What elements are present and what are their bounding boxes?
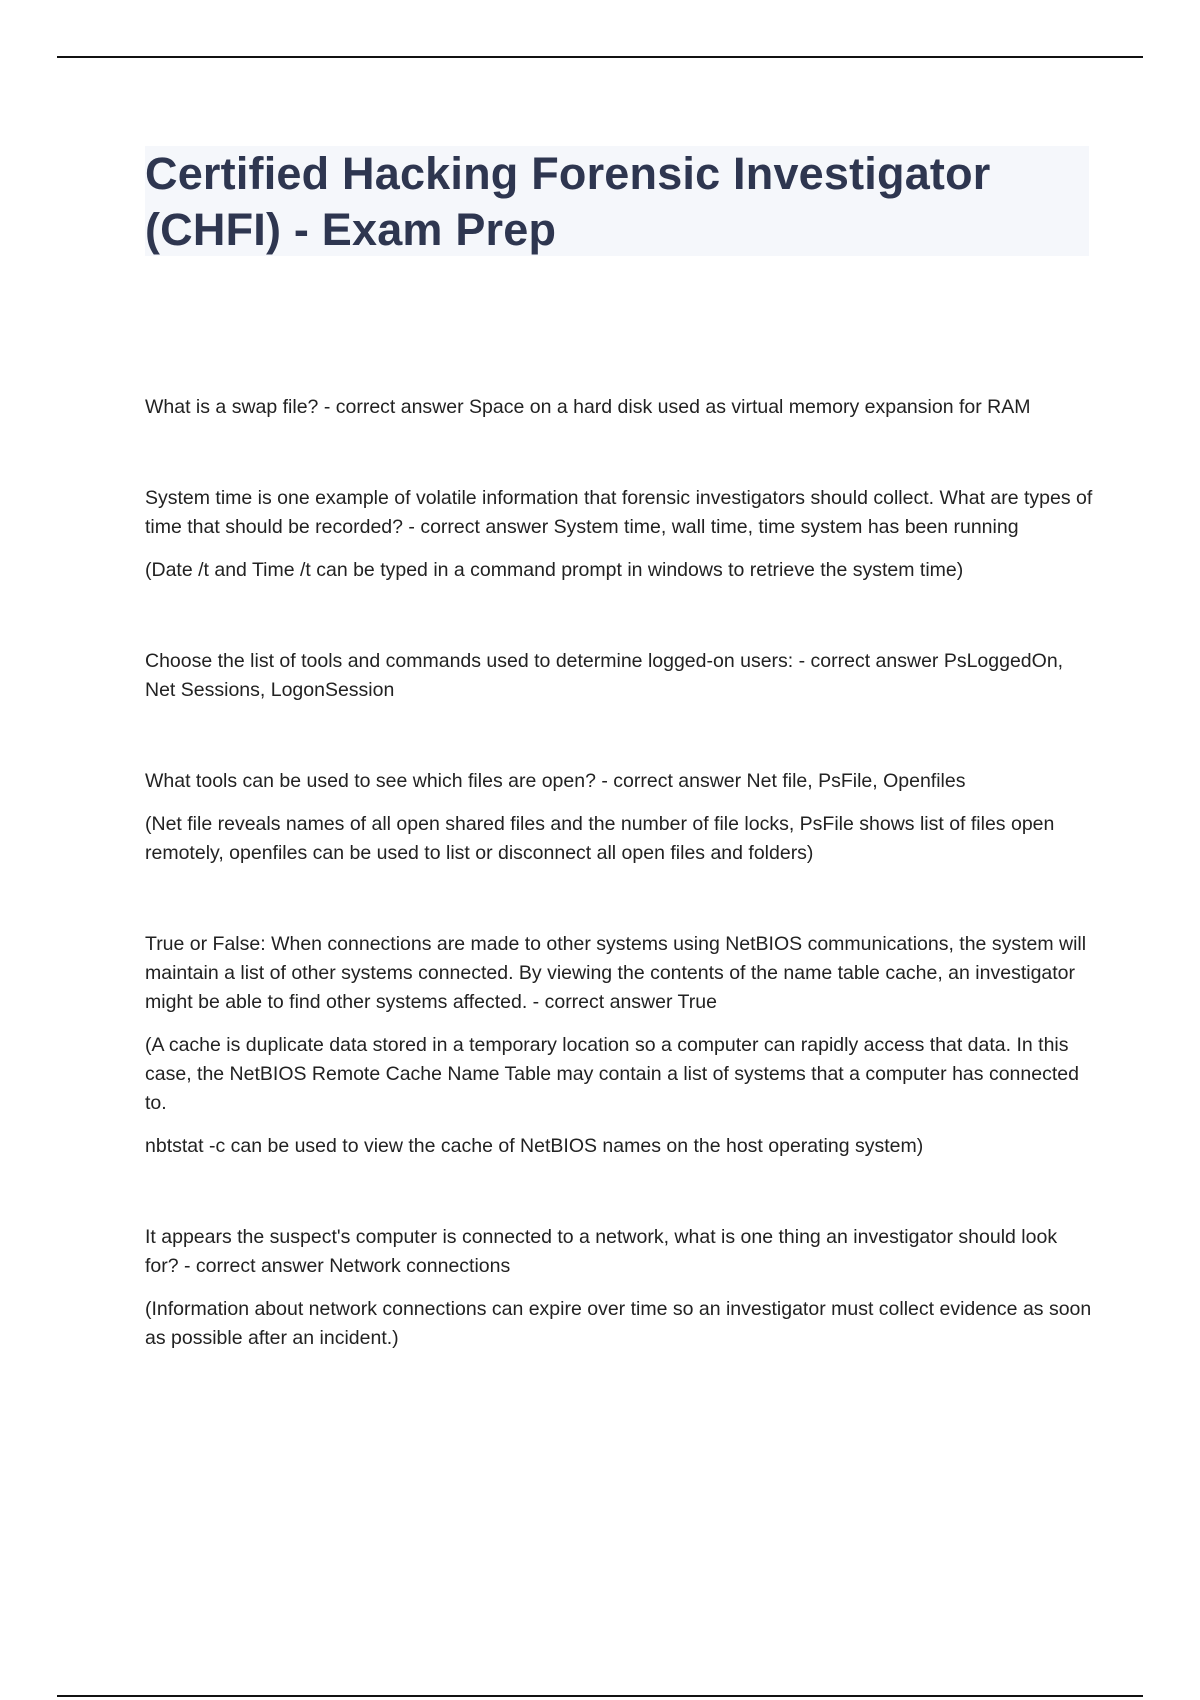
qa-note: (A cache is duplicate data stored in a temporary location so a computer can rapidly access that data. In this case, the NetBIOS Remote Cache Name Table may contain a list of systems that a computer has connected to. — [145, 1034, 1079, 1114]
qa-note: (Date /t and Time /t can be typed in a command prompt in windows to retrieve the system time) — [145, 559, 964, 581]
qa-question: It appears the suspect's computer is connected to a network, what is one thing an investigator should look for? - correct answer Network connections — [145, 1226, 1058, 1277]
qa-note: (Net file reveals names of all open shared files and the number of file locks, PsFile shows list of files open remotely, openfiles can be used to list or disconnect all open files and folders) — [145, 813, 1055, 864]
bottom-divider — [57, 1695, 1143, 1697]
qa-note: nbtstat -c can be used to view the cache of NetBIOS names on the host operating system) — [145, 1135, 924, 1157]
qa-item — [145, 930, 1095, 1161]
qa-item — [145, 1223, 1095, 1353]
qa-note: (Information about network connections can expire over time so an investigator must collect evidence as soon as possible after an incident.) — [145, 1298, 1092, 1349]
title-line-2: (CHFI) - Exam Prep — [145, 204, 557, 255]
qa-item — [145, 484, 1095, 585]
title-banner — [145, 146, 1089, 256]
page-title — [145, 146, 1089, 258]
qa-question: Choose the list of tools and commands used to determine logged-on users: - correct answer PsLoggedOn, Net Sessions, LogonSession — [145, 650, 1064, 701]
qa-item — [145, 393, 1095, 422]
qa-question: True or False: When connections are made to other systems using NetBIOS communications, the system will maintain a list of other systems connected. By viewing the contents of the name table cache, an investigator might be able to find other systems affected. - correct answer True — [145, 933, 1087, 1013]
title-line-1: Certified Hacking Forensic Investigator — [145, 148, 991, 199]
qa-question: System time is one example of volatile information that forensic investigators should collect. What are types of time that should be recorded? - correct answer System time, wall time, time system has been running — [145, 487, 1093, 538]
qa-question: What is a swap file? - correct answer Space on a hard disk used as virtual memory expansion for RAM — [145, 396, 1031, 418]
qa-question: What tools can be used to see which files are open? - correct answer Net file, PsFile, Openfiles — [145, 770, 966, 792]
qa-list — [145, 393, 1095, 1353]
top-divider — [57, 56, 1143, 58]
qa-item — [145, 647, 1095, 705]
qa-item — [145, 767, 1095, 868]
